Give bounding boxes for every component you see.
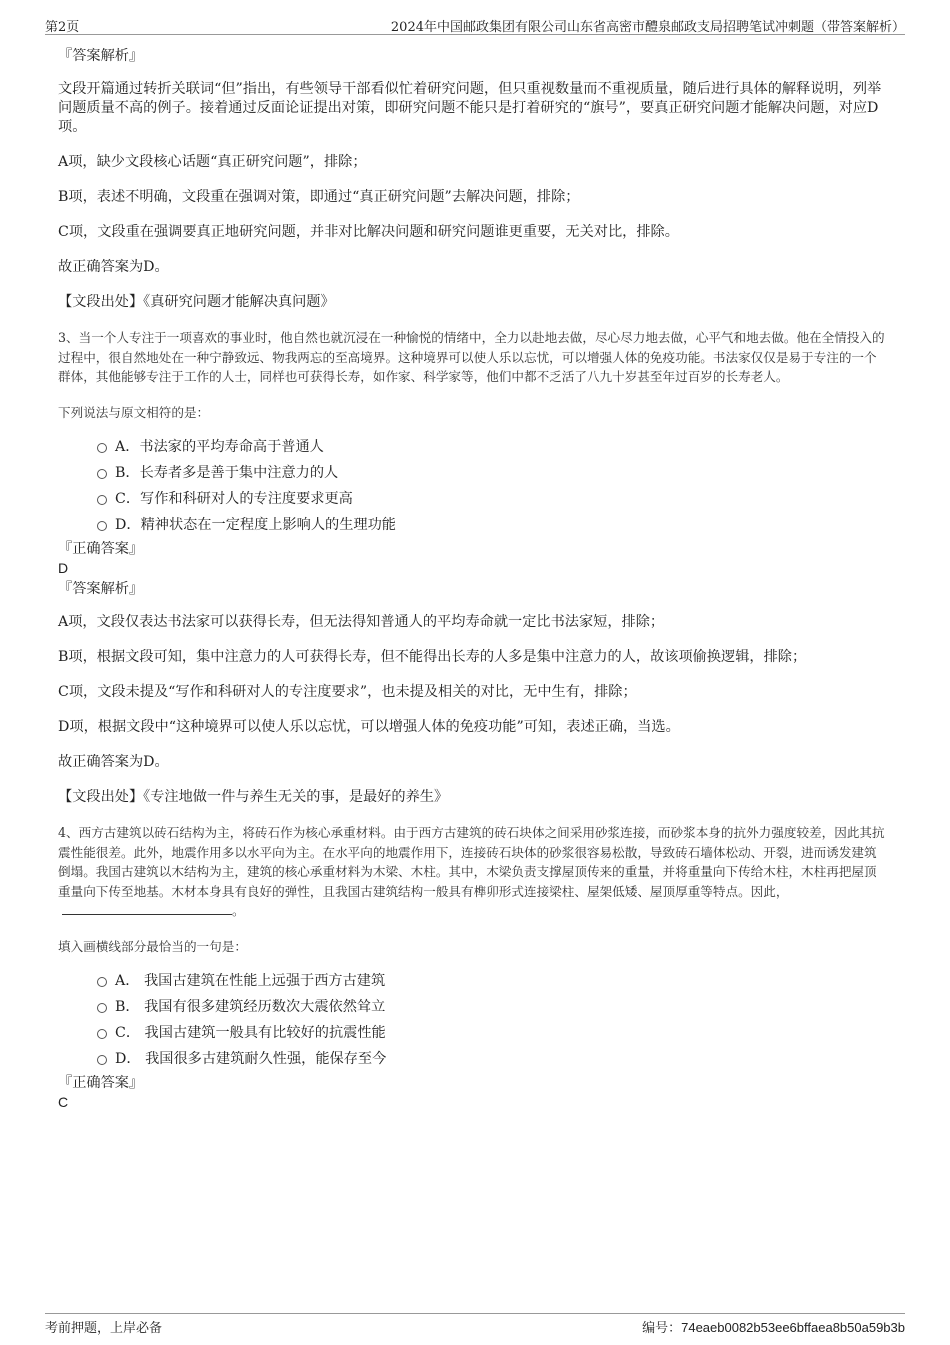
- radio-icon[interactable]: [97, 521, 107, 531]
- option-d[interactable]: D． 我国很多古建筑耐久性强，能保存至今: [58, 1046, 888, 1072]
- correct-answer: D: [58, 560, 69, 576]
- analysis-line-c: C项，文段未提及“写作和科研对人的专注度要求”，也未提及相关的对比，无中生有，排除；: [58, 684, 637, 700]
- question-4-stem: 4、西方古建筑以砖石结构为主，将砖石作为核心承重材料。由于西方古建筑的砖石块体之间采用砂浆连接，而砂浆本身的抗外力强度较差，因此其抗震性能很差。此外，地震作用多以水平向为主。在水平向的地震作用下，连接砖石块体的砂浆很容易松散，导致砖石墙体松动、开裂，进而诱发建筑倒塌。我国古建筑以木结构为主，建筑的核心承重材料为木梁、木柱。其中，木梁负责支撑屋顶传来的重量，并将重量向下传给木柱，木柱再把屋顶重量向下传至地基。木材本身具有良好的弹性，且我国古建筑结构一般具有榫卯形式连接梁柱、屋架低矮、屋顶厚重等特点。因此，。: [58, 825, 885, 918]
- radio-icon[interactable]: [97, 495, 107, 505]
- page-header: [45, 14, 905, 35]
- source-line: 【文段出处】《专注地做一件与养生无关的事，是最好的养生》: [58, 789, 449, 805]
- option-b[interactable]: B．长寿者多是善于集中注意力的人: [58, 460, 888, 486]
- analysis-line-d: D项，根据文段中“这种境界可以使人乐以忘忧，可以增强人体的免疫功能”可知，表述正确，当选。: [58, 719, 680, 735]
- question-3-options: [58, 434, 888, 538]
- page-number: 第2页: [45, 20, 80, 35]
- analysis-heading: 『答案解析』: [58, 581, 144, 597]
- document-title: 2024年中国邮政集团有限公司山东省高密市醴泉邮政支局招聘笔试冲刺题（带答案解析）: [390, 20, 905, 35]
- option-b[interactable]: B． 我国有很多建筑经历数次大震依然耸立: [58, 994, 888, 1020]
- option-a[interactable]: A． 我国古建筑在性能上远强于西方古建筑: [58, 968, 888, 994]
- analysis-line-b: B项，表述不明确，文段重在强调对策，即通过“真正研究问题”去解决问题，排除；: [58, 189, 580, 205]
- source-line: 【文段出处】《真研究问题才能解决真问题》: [58, 294, 335, 310]
- option-d[interactable]: D．精神状态在一定程度上影响人的生理功能: [58, 512, 888, 538]
- question-4-prompt: 填入画横线部分最恰当的一句是：: [58, 938, 247, 954]
- page-footer: [45, 1313, 905, 1336]
- analysis-line-c: C项，文段重在强调要真正地研究问题，并非对比解决问题和研究问题谁更重要，无关对比，排除。: [58, 224, 679, 240]
- option-c[interactable]: C．写作和科研对人的专注度要求更高: [58, 486, 888, 512]
- conclusion: 故正确答案为D。: [58, 754, 169, 770]
- analysis-line-a: A项，缺少文段核心话题“真正研究问题”，排除；: [58, 154, 367, 170]
- radio-icon[interactable]: [97, 443, 107, 453]
- correct-answer: C: [58, 1094, 69, 1110]
- document-code: 编号：74eaeb0082b53ee6bffaea8b50a59b3b: [642, 1320, 905, 1336]
- radio-icon[interactable]: [97, 1003, 107, 1013]
- page-content: [58, 45, 888, 1112]
- question-3-stem: 3、当一个人专注于一项喜欢的事业时，他自然也就沉浸在一种愉悦的情绪中，全力以赴地去做，尽心尽力地去做，心平气和地去做。他在全情投入的过程中，很自然地处在一种宁静致远、物我两忘的至高境界。这种境界可以使人乐以忘忧，可以增强人体的免疫功能。书法家仅仅是易于专注的一个群体，其他能够专注于工作的人士，同样也可获得长寿，如作家、科学家等，他们中都不乏活了八九十岁甚至年过百岁的长寿老人。: [58, 330, 885, 384]
- radio-icon[interactable]: [97, 977, 107, 987]
- conclusion: 故正确答案为D。: [58, 259, 169, 275]
- footer-slogan: 考前押题，上岸必备: [45, 1321, 163, 1336]
- analysis-line-a: A项，文段仅表达书法家可以获得长寿，但无法得知普通人的平均寿命就一定比书法家短，排除；: [58, 614, 665, 630]
- option-c[interactable]: C． 我国古建筑一般具有比较好的抗震性能: [58, 1020, 888, 1046]
- analysis-heading: 『答案解析』: [58, 48, 144, 64]
- answer-heading: 『正确答案』: [58, 541, 144, 557]
- option-a[interactable]: A．书法家的平均寿命高于普通人: [58, 434, 888, 460]
- radio-icon[interactable]: [97, 1055, 107, 1065]
- question-4-options: [58, 968, 888, 1072]
- analysis-line-b: B项，根据文段可知，集中注意力的人可获得长寿，但不能得出长寿的人多是集中注意力的人，故该项偷换逻辑，排除；: [58, 649, 807, 665]
- radio-icon[interactable]: [97, 1029, 107, 1039]
- analysis-paragraph: 文段开篇通过转折关联词“但”指出，有些领导干部看似忙着研究问题，但只重视数量而不重视质量，随后进行具体的解释说明，列举问题质量不高的例子。接着通过反面论证提出对策，即研究问题不能只是打着研究的“旗号”，要真正研究问题才能解决问题，对应D项。: [58, 81, 882, 135]
- question-3-prompt: 下列说法与原文相符的是：: [58, 404, 210, 420]
- radio-icon[interactable]: [97, 469, 107, 479]
- answer-heading: 『正确答案』: [58, 1075, 144, 1091]
- fill-blank-line: [62, 902, 232, 915]
